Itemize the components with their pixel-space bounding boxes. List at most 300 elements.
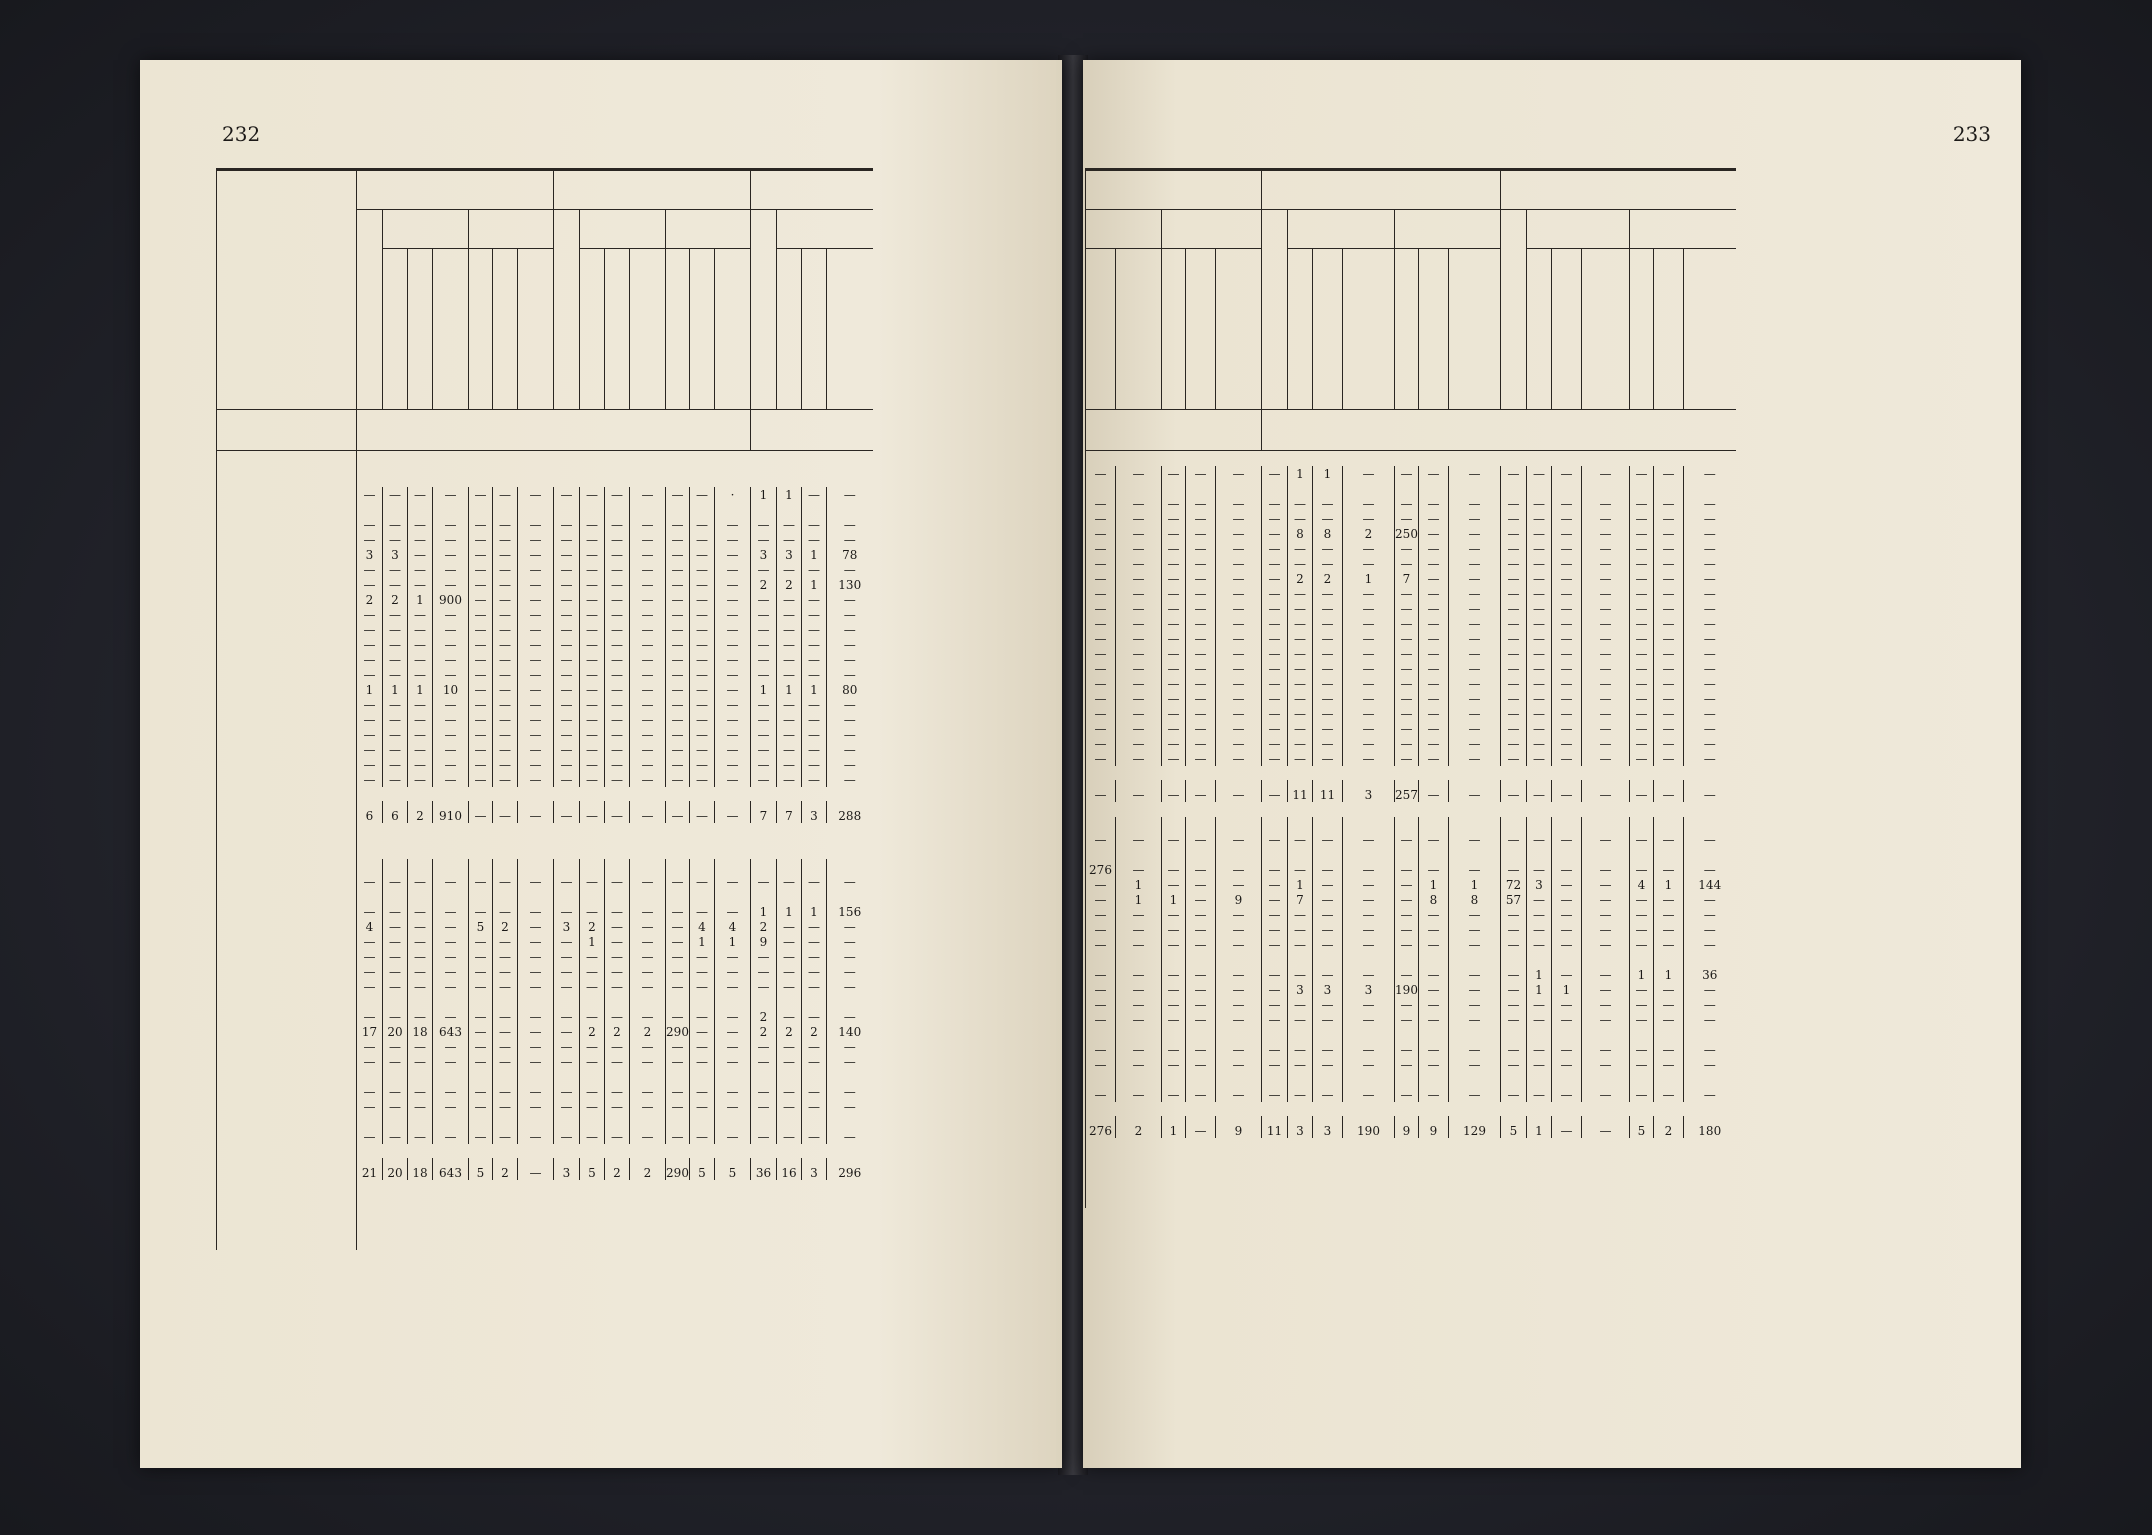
cell-value: —: [630, 577, 666, 592]
cell-value: —: [1343, 556, 1395, 571]
total-value: 9: [1419, 1116, 1449, 1138]
cell-value: —: [1395, 736, 1419, 751]
cell-value: —: [715, 742, 751, 757]
end-spacer: [1086, 1138, 1736, 1208]
col-label-13: [1527, 249, 1552, 410]
section-spacer: [1086, 451, 1736, 467]
total-value: 5: [580, 1158, 605, 1180]
cell-value: 2: [357, 592, 383, 607]
cell-value: —: [1186, 691, 1216, 706]
cell-value: —: [1449, 571, 1501, 586]
cell-value: —: [666, 652, 690, 667]
cell-value: —: [357, 949, 383, 964]
cell-value: —: [1654, 511, 1684, 526]
table-row: [217, 919, 873, 934]
cell-value: [666, 1114, 690, 1129]
cell-value: —: [1288, 1057, 1313, 1072]
total-value: 2: [493, 1158, 518, 1180]
cell-value: —: [1343, 496, 1395, 511]
cell-value: —: [554, 712, 580, 727]
cell-value: —: [580, 964, 605, 979]
table-row: [217, 1054, 873, 1069]
cell-value: —: [715, 904, 751, 919]
cell-value: —: [554, 1084, 580, 1099]
cell-value: —: [1501, 616, 1527, 631]
row-label: [217, 1069, 357, 1084]
cell-value: [554, 1114, 580, 1129]
cell-value: [408, 502, 433, 517]
end-spacer: [357, 1180, 873, 1250]
cell-value: —: [1552, 877, 1582, 892]
cell-value: —: [518, 1009, 554, 1024]
table-row: [1086, 706, 1736, 721]
cell-value: —: [1343, 676, 1395, 691]
cell-value: —: [1343, 736, 1395, 751]
cell-value: —: [433, 1084, 469, 1099]
cell-value: —: [1395, 601, 1419, 616]
cell-value: —: [408, 532, 433, 547]
cell-value: —: [1501, 937, 1527, 952]
cell-value: [1288, 481, 1313, 496]
cell-value: —: [580, 562, 605, 577]
cell-value: —: [605, 667, 630, 682]
cell-value: —: [1630, 511, 1654, 526]
cell-value: —: [605, 904, 630, 919]
cell-value: —: [469, 592, 493, 607]
cell-value: —: [1216, 646, 1262, 661]
gap-cell: [357, 1144, 873, 1158]
cell-value: —: [554, 772, 580, 787]
cell-value: —: [666, 697, 690, 712]
cell-value: —: [827, 742, 873, 757]
cell-value: 1: [1116, 892, 1162, 907]
cell-value: —: [1162, 541, 1186, 556]
cell-value: —: [605, 652, 630, 667]
cell-value: —: [433, 1099, 469, 1114]
cell-value: —: [433, 742, 469, 757]
total-value: 20: [383, 1158, 408, 1180]
cell-value: [1262, 817, 1288, 832]
cell-value: —: [1262, 601, 1288, 616]
cell-value: 1: [751, 682, 777, 697]
cell-value: —: [1162, 646, 1186, 661]
cell-value: —: [1343, 646, 1395, 661]
volost-title: [1086, 410, 1262, 451]
table-row: [1086, 982, 1736, 997]
cell-value: —: [827, 979, 873, 994]
cell-value: —: [1501, 691, 1527, 706]
table-row: [1086, 466, 1736, 481]
cell-value: —: [357, 637, 383, 652]
cell-value: —: [666, 757, 690, 772]
cell-value: —: [827, 637, 873, 652]
cell-value: 3: [1288, 982, 1313, 997]
row-label: [217, 949, 357, 964]
cell-value: —: [469, 712, 493, 727]
total-value: 3: [1343, 780, 1395, 802]
cell-value: —: [1288, 922, 1313, 937]
cell-value: —: [1552, 496, 1582, 511]
volost-title: [357, 410, 751, 451]
table-row: [217, 964, 873, 979]
table-row: [217, 517, 873, 532]
cell-value: —: [1654, 556, 1684, 571]
cell-value: —: [469, 547, 493, 562]
cell-value: —: [1288, 937, 1313, 952]
cell-value: —: [554, 979, 580, 994]
cell-value: —: [518, 964, 554, 979]
cell-value: —: [1288, 721, 1313, 736]
cell-value: —: [630, 1084, 666, 1099]
cell-value: —: [1684, 691, 1736, 706]
table-row: [217, 682, 873, 697]
cell-value: [666, 502, 690, 517]
cell-value: [1630, 481, 1654, 496]
cell-value: [580, 1114, 605, 1129]
cell-value: —: [554, 637, 580, 652]
cell-value: —: [1582, 862, 1630, 877]
cell-value: —: [827, 757, 873, 772]
cell-value: 2: [1288, 571, 1313, 586]
cell-value: —: [408, 757, 433, 772]
cell-value: —: [690, 607, 715, 622]
cell-value: —: [1086, 676, 1116, 691]
cell-value: —: [518, 532, 554, 547]
total-value: 190: [1343, 1116, 1395, 1138]
cell-value: [1343, 1027, 1395, 1042]
cell-value: —: [1630, 526, 1654, 541]
cell-value: [1449, 952, 1501, 967]
cell-value: —: [1313, 907, 1343, 922]
cell-value: —: [357, 979, 383, 994]
cell-value: —: [383, 742, 408, 757]
table-row: [1086, 997, 1736, 1012]
cell-value: —: [605, 637, 630, 652]
cell-value: [715, 502, 751, 517]
cell-value: —: [1449, 922, 1501, 937]
cell-value: [1186, 952, 1216, 967]
cell-value: —: [1501, 967, 1527, 982]
total-row: [217, 1158, 873, 1180]
cell-value: —: [383, 622, 408, 637]
cell-value: —: [1501, 721, 1527, 736]
cell-value: —: [408, 637, 433, 652]
cell-value: —: [1419, 556, 1449, 571]
cell-value: —: [1186, 631, 1216, 646]
cell-value: —: [1116, 526, 1162, 541]
cell-value: —: [493, 637, 518, 652]
cell-value: —: [1527, 997, 1552, 1012]
cell-value: —: [433, 652, 469, 667]
cell-value: 144: [1684, 877, 1736, 892]
cell-value: 1: [1552, 982, 1582, 997]
cell-value: —: [518, 637, 554, 652]
cell-value: —: [469, 964, 493, 979]
cell-value: —: [1086, 571, 1116, 586]
cell-value: —: [1086, 1042, 1116, 1057]
cell-value: —: [777, 1099, 802, 1114]
cell-value: —: [383, 727, 408, 742]
total-row: [1086, 1116, 1736, 1138]
cell-value: —: [1582, 721, 1630, 736]
cell-value: —: [1582, 922, 1630, 937]
cell-value: —: [777, 667, 802, 682]
cell-value: [630, 502, 666, 517]
cell-value: —: [1527, 466, 1552, 481]
row-label: [217, 532, 357, 547]
cell-value: —: [433, 622, 469, 637]
cell-value: —: [433, 874, 469, 889]
total-value: —: [1449, 780, 1501, 802]
cell-value: —: [1419, 736, 1449, 751]
cell-value: —: [469, 772, 493, 787]
col-label-6: [518, 249, 554, 410]
cell-value: —: [580, 487, 605, 502]
cell-value: [554, 994, 580, 1009]
cell-value: —: [1654, 1012, 1684, 1027]
cell-value: —: [1419, 721, 1449, 736]
cell-value: [1162, 952, 1186, 967]
cell-value: —: [1262, 862, 1288, 877]
cell-value: [518, 502, 554, 517]
cell-value: —: [1162, 466, 1186, 481]
cell-value: —: [827, 727, 873, 742]
cell-value: —: [827, 1009, 873, 1024]
cell-value: —: [630, 1009, 666, 1024]
cell-value: [580, 889, 605, 904]
cell-value: [1501, 1027, 1527, 1042]
cell-value: —: [1654, 631, 1684, 646]
cell-value: 1: [802, 904, 827, 919]
cell-value: —: [580, 1084, 605, 1099]
cell-value: —: [1313, 892, 1343, 907]
col-label-1: [383, 249, 408, 410]
cell-value: —: [827, 517, 873, 532]
cell-value: —: [554, 547, 580, 562]
cell-value: —: [605, 757, 630, 772]
cell-value: —: [630, 949, 666, 964]
cell-value: —: [1527, 616, 1552, 631]
cell-value: —: [1630, 496, 1654, 511]
cell-value: —: [383, 904, 408, 919]
cell-value: —: [1527, 706, 1552, 721]
cell-value: —: [433, 607, 469, 622]
cell-value: —: [1395, 556, 1419, 571]
cell-value: —: [493, 772, 518, 787]
cell-value: —: [605, 532, 630, 547]
cell-value: —: [357, 487, 383, 502]
cell-value: —: [690, 1129, 715, 1144]
cell-value: [1630, 1027, 1654, 1042]
cell-value: —: [1262, 676, 1288, 691]
cell-value: —: [1501, 997, 1527, 1012]
cell-value: [493, 502, 518, 517]
cell-value: —: [1186, 877, 1216, 892]
cell-value: —: [1419, 832, 1449, 847]
cell-value: —: [1395, 661, 1419, 676]
cell-value: [433, 889, 469, 904]
cell-value: —: [1343, 706, 1395, 721]
total-value: —: [1684, 780, 1736, 802]
cell-value: —: [1501, 601, 1527, 616]
cell-value: —: [408, 949, 433, 964]
col-label-1: [1116, 249, 1162, 410]
cell-value: —: [715, 577, 751, 592]
cell-value: —: [554, 667, 580, 682]
cell-value: —: [383, 772, 408, 787]
table-row: [217, 949, 873, 964]
cell-value: [690, 502, 715, 517]
table-row: [217, 742, 873, 757]
cell-value: [605, 1114, 630, 1129]
cell-value: —: [1449, 691, 1501, 706]
cell-value: —: [630, 532, 666, 547]
cell-value: —: [580, 547, 605, 562]
total-value: 1: [1527, 1116, 1552, 1138]
cell-value: —: [802, 934, 827, 949]
cell-value: [554, 1069, 580, 1084]
cell-value: —: [1116, 751, 1162, 766]
cell-value: —: [1630, 907, 1654, 922]
cell-value: —: [433, 532, 469, 547]
cell-value: —: [1262, 526, 1288, 541]
cell-value: —: [1313, 721, 1343, 736]
total-value: 3: [802, 801, 827, 823]
cell-value: —: [493, 1084, 518, 1099]
cell-value: —: [1395, 721, 1419, 736]
cell-value: [580, 859, 605, 874]
cell-value: —: [469, 622, 493, 637]
cell-value: —: [1162, 661, 1186, 676]
cell-value: [1582, 952, 1630, 967]
cell-value: —: [493, 949, 518, 964]
cell-value: —: [1684, 661, 1736, 676]
cell-value: —: [1288, 907, 1313, 922]
cell-value: —: [1552, 1042, 1582, 1057]
cell-value: [408, 859, 433, 874]
cell-value: [690, 1114, 715, 1129]
cell-value: —: [433, 904, 469, 919]
cell-value: —: [493, 1024, 518, 1039]
table-row: [1086, 952, 1736, 967]
row-label: [217, 859, 357, 874]
table-row: [217, 1084, 873, 1099]
cell-value: —: [1186, 937, 1216, 952]
cell-value: —: [554, 1129, 580, 1144]
cell-value: —: [1313, 997, 1343, 1012]
cell-value: —: [1216, 1042, 1262, 1057]
cell-value: —: [1116, 997, 1162, 1012]
cell-value: —: [1449, 511, 1501, 526]
cell-value: —: [493, 712, 518, 727]
cell-value: —: [1343, 1012, 1395, 1027]
cell-value: —: [433, 949, 469, 964]
cell-value: —: [715, 1009, 751, 1024]
cell-value: —: [827, 712, 873, 727]
cell-value: —: [1216, 907, 1262, 922]
cell-value: —: [1116, 511, 1162, 526]
col-label-13: [715, 249, 751, 410]
cell-value: —: [1216, 691, 1262, 706]
table-row: [217, 487, 873, 502]
cell-value: 1: [1527, 982, 1552, 997]
cell-value: [1552, 1027, 1582, 1042]
cell-value: —: [408, 622, 433, 637]
cell-value: [1395, 1072, 1419, 1087]
table-row: [1086, 1012, 1736, 1027]
cell-value: —: [580, 667, 605, 682]
statistics-table-left: [216, 168, 873, 1250]
total-value: 9: [1395, 1116, 1419, 1138]
cell-value: —: [518, 562, 554, 577]
section-title: [217, 451, 357, 488]
cell-value: —: [715, 964, 751, 979]
cell-value: —: [802, 652, 827, 667]
cell-value: 8: [1449, 892, 1501, 907]
cell-value: —: [1313, 751, 1343, 766]
cell-value: —: [1313, 832, 1343, 847]
table-row: [1086, 511, 1736, 526]
table-row: [217, 502, 873, 517]
cell-value: —: [1449, 832, 1501, 847]
total-value: 1: [1162, 1116, 1186, 1138]
cell-value: —: [1552, 556, 1582, 571]
table-row: [217, 1129, 873, 1144]
cell-value: [383, 502, 408, 517]
cell-value: —: [690, 757, 715, 772]
cell-value: —: [1552, 832, 1582, 847]
cell-value: —: [1449, 661, 1501, 676]
cell-value: —: [1630, 631, 1654, 646]
cell-value: 18: [408, 1024, 433, 1039]
cell-value: —: [777, 757, 802, 772]
row-label: [217, 1009, 357, 1024]
cell-value: —: [1501, 511, 1527, 526]
cell-value: —: [1419, 862, 1449, 877]
cell-value: —: [1162, 1057, 1186, 1072]
cell-value: —: [469, 682, 493, 697]
cell-value: —: [605, 517, 630, 532]
cell-value: —: [383, 577, 408, 592]
cell-value: [1527, 817, 1552, 832]
cell-value: —: [1288, 751, 1313, 766]
cell-value: —: [493, 964, 518, 979]
cell-value: [777, 1114, 802, 1129]
cell-value: —: [605, 949, 630, 964]
cell-value: —: [1162, 1042, 1186, 1057]
cell-value: —: [1262, 466, 1288, 481]
cell-value: 276: [1086, 862, 1116, 877]
cell-value: —: [1086, 616, 1116, 631]
cell-value: —: [1419, 661, 1449, 676]
cell-value: —: [408, 742, 433, 757]
cell-value: —: [1116, 736, 1162, 751]
cell-value: —: [1116, 1057, 1162, 1072]
cell-value: —: [580, 757, 605, 772]
cell-value: —: [630, 964, 666, 979]
cell-value: —: [1116, 676, 1162, 691]
cell-value: —: [1262, 586, 1288, 601]
cell-value: —: [802, 1054, 827, 1069]
cell-value: —: [1527, 892, 1552, 907]
cell-value: —: [580, 517, 605, 532]
cell-value: —: [1186, 571, 1216, 586]
total-value: —: [1086, 780, 1116, 802]
cell-value: —: [580, 712, 605, 727]
cell-value: —: [1395, 1012, 1419, 1027]
cell-value: —: [1162, 907, 1186, 922]
cell-value: —: [469, 532, 493, 547]
